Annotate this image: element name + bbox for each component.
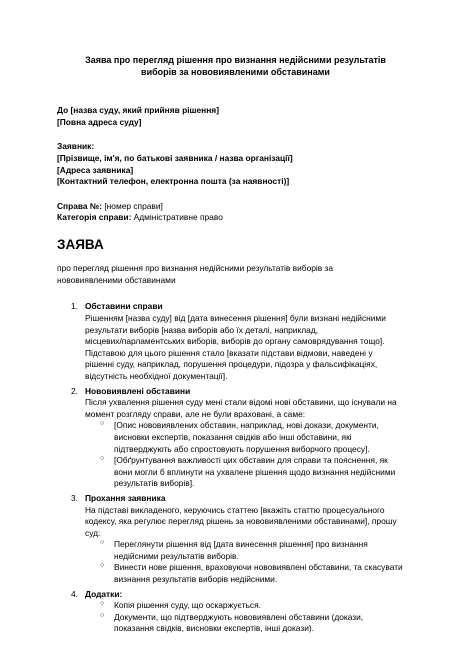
section-text-line: момент розгляду справи, але не були враховані, а саме: — [85, 408, 306, 419]
section-title: Додатки: — [85, 588, 123, 599]
bullet-text-line: [Опис нововиявлених обставин, наприклад, нові докази, документи, — [114, 420, 379, 431]
section-text-line: місцевих/парламентських виборів, виборів до органу самоврядування тощо]. — [85, 336, 385, 347]
court-address: [Повна адреса суду] — [57, 116, 142, 127]
hollow-circle-bullet-icon: ○ — [100, 420, 105, 428]
applicant-address: [Адреса заявника] — [57, 164, 134, 175]
subtitle-line-2: нововиявленими обставинами — [57, 274, 176, 285]
case-category-line — [57, 212, 414, 224]
section-title: Нововиявлені обставини — [85, 385, 191, 396]
bullet-item — [100, 600, 414, 612]
bullet-text-line: підтверджують або спростовують порушення виборчого процесу]. — [114, 443, 370, 454]
section-title: Прохання заявника — [85, 492, 166, 503]
bullet-text-line: [Обґрунтування важливості цих обставин для справи та пояснення, як — [114, 455, 388, 466]
section-text-line: Рішенням [назва суду] від [дата винесення рішення] були визнані недійсними — [85, 313, 386, 323]
hollow-circle-bullet-icon: ○ — [100, 611, 105, 619]
section-item — [71, 588, 414, 635]
case-number-value: [номер справи] — [102, 200, 163, 211]
section-text-line: суд: — [85, 527, 101, 538]
case-info-block — [57, 201, 414, 224]
hollow-circle-bullet-icon: ○ — [100, 455, 105, 463]
bullet-item — [100, 455, 414, 490]
title-line-2: виборів за нововиявленими обставинами — [141, 67, 330, 78]
case-category-label: Категорія справи: — [57, 212, 132, 223]
case-number-line — [57, 201, 414, 213]
applicant-name: [Прізвище, ім'я, по батькові заявника / назва організації] — [57, 153, 293, 164]
document-title — [57, 54, 414, 78]
hollow-circle-bullet-icon: ○ — [100, 539, 105, 547]
bullet-text-line: Переглянути рішення від [дата винесення рішення] про визнання — [114, 539, 368, 550]
case-number-label: Справа №: — [57, 200, 103, 211]
court-name: До [назва суду, який прийняв рішення] — [57, 105, 219, 116]
section-text-line: рішенні суду, наприклад, порушення процедури, підозра у фальсифікаціях, — [85, 359, 378, 370]
bullet-item — [100, 611, 414, 635]
court-block — [57, 105, 414, 128]
hollow-circle-bullet-icon: ○ — [100, 562, 105, 570]
bullet-text-line: Копія рішення суду, що оскаржується. — [114, 600, 261, 611]
bullet-text-line: Документи, що підтверджують нововиявлені обставини (докази, — [114, 611, 364, 622]
section-text-line: результати виборів [назва виборів або їх деталі, наприклад, — [85, 324, 318, 335]
bullet-text-line: вони могли б вплинути на ухвалене рішення щодо визнання недійсними — [114, 466, 396, 477]
bullet-text-line: показання свідків, висновки експертів, інші докази). — [114, 623, 314, 634]
section-number: 3. — [71, 492, 78, 503]
section-number: 1. — [71, 301, 78, 312]
section-text-line: кодексу, яка регулює перегляд рішень за нововиявленими обставинами], прошу — [85, 516, 397, 527]
section-title: Обставини справи — [85, 301, 163, 312]
document-heading: ЗАЯВА — [57, 237, 104, 253]
title-line-1: Заява про перегляд рішення про визнання недійсними результатів — [85, 55, 386, 65]
subtitle-line-1: про перегляд рішення про визнання недійсними результатів виборів за — [57, 263, 334, 274]
section-item — [71, 492, 414, 586]
bullet-item — [100, 562, 414, 585]
sections-list — [57, 301, 414, 635]
section-number: 4. — [71, 588, 78, 599]
applicant-contacts: [Контактний телефон, електронна пошта (за наявності)] — [57, 176, 290, 187]
section-number: 2. — [71, 385, 78, 396]
bullet-text-line: висновки експертів, показання свідків або інші обставини, які — [114, 431, 352, 442]
section-text-line: На підставі викладеного, керуючись статтею [вкажіть статтю процесуального — [85, 504, 385, 515]
bullet-list — [85, 539, 414, 585]
applicant-block — [57, 141, 414, 187]
bullet-text-line: результатів виборів]. — [114, 478, 195, 489]
bullet-list — [85, 420, 414, 490]
section-item — [71, 385, 414, 490]
section-text-line: відсутність необхідної документації]. — [85, 370, 228, 381]
case-category-value: Адміністративне право — [131, 212, 223, 223]
bullet-text-line: недійсними результатів виборів. — [114, 550, 239, 561]
document-subtitle — [57, 263, 414, 286]
bullet-text-line: визнання результатів виборів недійсними. — [114, 574, 278, 585]
bullet-list — [85, 600, 414, 635]
bullet-item — [100, 420, 414, 455]
section-item — [71, 301, 414, 382]
section-text-line: Після ухвалення рішення суду мені стали відомі нові обставини, що існували на — [85, 397, 397, 408]
bullet-text-line: Винести нове рішення, враховуючи нововиявлені обставини, та скасувати — [114, 562, 403, 573]
applicant-label: Заявник: — [57, 141, 95, 152]
bullet-item — [100, 539, 414, 562]
hollow-circle-bullet-icon: ○ — [100, 600, 105, 608]
section-text-line: Підставою для цього рішення стало [вказати підстави відмови, наведені у — [85, 347, 373, 358]
